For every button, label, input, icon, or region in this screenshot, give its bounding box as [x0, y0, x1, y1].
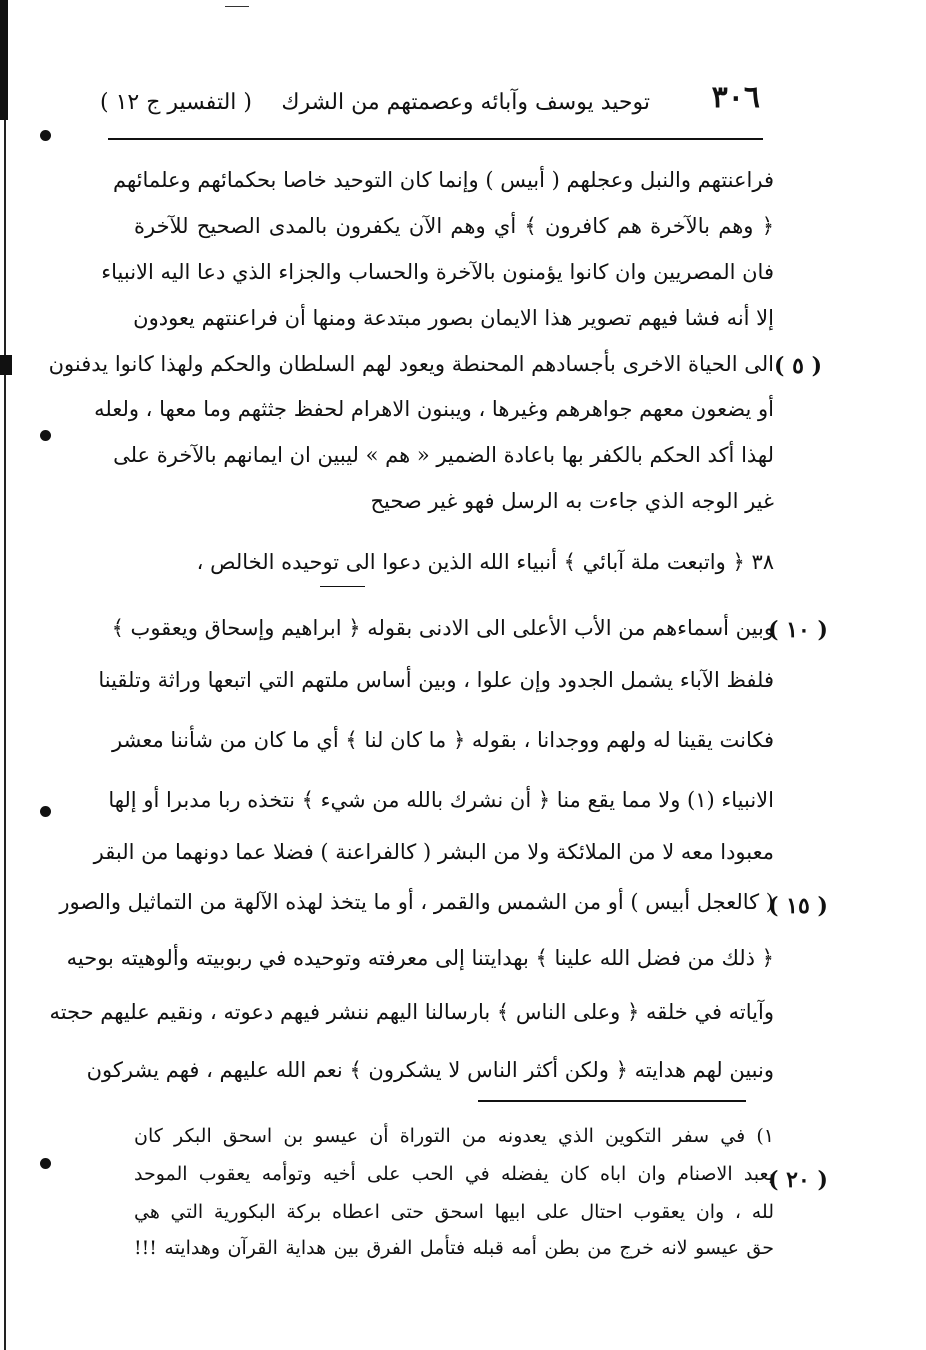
- text-line: فلفظ الآباء يشمل الجدود وإن علوا ، وبين أساس ملتهم التي اتبعها وراثة وتلقينا: [98, 668, 774, 692]
- text-line: وآياته في خلقه ﴿ وعلى الناس ﴾ بارسالنا اليهم ننشر فيهم دعوته ، ونقيم عليهم حجته: [49, 1000, 774, 1024]
- text-line: ﴿ ذلك من فضل الله علينا ﴾ بهدايتنا إلى معرفته وتوحيده في ربوبيته وألوهيته بوحيه: [66, 946, 774, 970]
- text-line: فكانت يقينا له ولهم ووجدانا ، بقوله ﴿ ما كان لنا ﴾ أي ما كان من شأننا معشر: [112, 728, 774, 752]
- page-header: [100, 80, 760, 130]
- binding-dot: [40, 430, 51, 441]
- verse-heading: ٣٨ ﴿ واتبعت ملة آبائي ﴾ أنبياء الله الذين دعوا الى توحيده الخالص ،: [196, 550, 774, 574]
- binding-edge: [4, 0, 6, 1350]
- text-line: ﴿ وهم بالآخرة هم كافرون ﴾ أي وهم الآن يكفرون بالمدى الصحيح للآخرة: [134, 214, 774, 238]
- text-line: ونبين لهم هدايته ﴿ ولكن أكثر الناس لا يشكرون ﴾ نعم الله عليهم ، فهم يشركون: [86, 1058, 774, 1082]
- binding-mark: [0, 355, 12, 375]
- text-line: غير الوجه الذي جاءت به الرسل فهو غير صحيح: [370, 489, 774, 513]
- binding-dot: [40, 806, 51, 817]
- page-number: ٣٠٦: [711, 80, 760, 115]
- text-line: فان المصريين وان كانوا يؤمنون بالآخرة والحساب والجزاء الذي دعا اليه الانبياء: [101, 260, 774, 284]
- margin-line-number: ( ١٠ ): [768, 617, 828, 643]
- page-title: توحيد يوسف وآبائه وعصمتهم من الشرك: [281, 90, 650, 115]
- margin-line-number: ( ١٥ ): [768, 893, 828, 919]
- text-line: وبين أسماءهم من الأب الأعلى الى الادنى بقوله ﴿ ابراهيم وإسحاق ويعقوب ﴾: [111, 616, 774, 640]
- text-line: فراعنتهم والنبل وعجلهم ( أبيس ) وإنما كان التوحيد خاصا بحكمائهم وعلمائهم: [113, 168, 774, 192]
- footnote-line: حق عيسو لانه خرج من بطن أمه قبله فتأمل الفرق بين هداية القرآن وهدايته !!!: [134, 1237, 774, 1259]
- footnote-line: يعبد الاصنام وان اباه كان يفضله في الحب على أخيه وتوأمه يعقوب الموحد: [134, 1163, 774, 1185]
- binding-dot: [40, 130, 51, 141]
- binding-mark: [0, 0, 8, 120]
- text-line: أو يضعون معهم جواهرهم وغيرها ، ويبنون الاهرام لحفظ جثثهم وما معها ، ولعله: [94, 397, 774, 421]
- text-line: لهذا أكد الحكم بالكفر بها باعادة الضمير « هم » ليبين ان ايمانهم بالآخرة على: [113, 443, 774, 467]
- top-mark: [225, 6, 249, 7]
- margin-line-number: ( ٥ ): [774, 353, 822, 379]
- text-line: ( كالعجل أبيس ) أو من الشمس والقمر ، أو ما يتخذ لهذه الآلهة من التماثيل والصور: [59, 890, 774, 914]
- book-reference: ( التفسير ج ١٢ ): [100, 90, 252, 115]
- header-rule: [108, 138, 763, 140]
- binding-dot: [40, 1158, 51, 1169]
- footnote-line: لله ، وان يعقوب احتال على ابيها اسحق حتى اعطاه بركة البكورية التي هي: [134, 1201, 774, 1223]
- margin-line-number: ( ٢٠ ): [768, 1167, 828, 1193]
- text-line: الانبياء (١) ولا مما يقع منا ﴿ أن نشرك بالله من شيء ﴾ نتخذه ربا مدبرا أو إلها: [108, 788, 774, 812]
- footnote-rule: [478, 1100, 746, 1102]
- underline: [320, 586, 365, 587]
- text-line: معبودا معه لا من الملائكة ولا من البشر ( كالفراعنة ) فضلا عما دونهما من البقر: [93, 840, 774, 864]
- text-line: الى الحياة الاخرى بأجسادهم المحنطة ويعود لهم السلطان والحكم ولهذا كانوا يدفنون: [48, 352, 774, 376]
- text-line: إلا أنه فشا فيهم تصوير هذا الايمان بصور مبتدعة ومنها أن فراعنتهم يعودون: [133, 306, 774, 330]
- footnote-line: ١) في سفر التكوين الذي يعدونه من التوراة أن عيسو بن اسحق البكر كان: [134, 1125, 774, 1147]
